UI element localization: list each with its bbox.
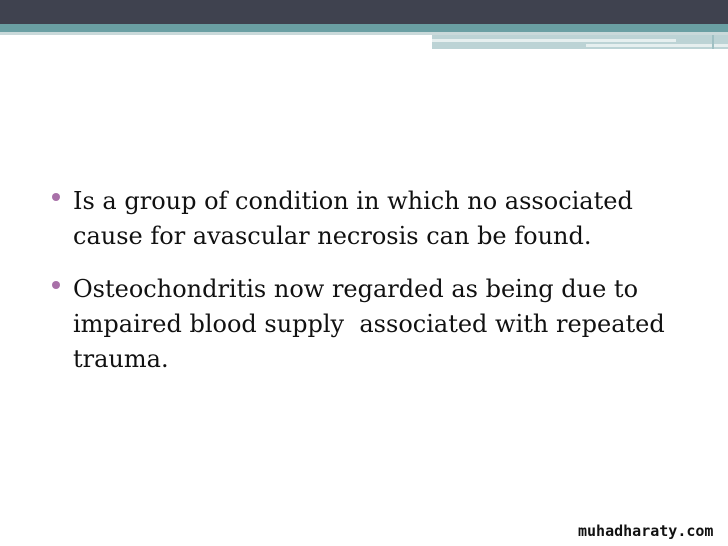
header-right-stripe-line-2 (586, 44, 728, 47)
header-bar (0, 0, 728, 24)
bullet-dot-icon (52, 193, 60, 201)
slide-content (52, 184, 692, 395)
header-accent-band (0, 24, 728, 32)
watermark: muhadharaty.com (578, 522, 714, 540)
bullet-text: Osteochondritis now regarded as being due to impaired blood supply associated with repeated trauma. (73, 275, 673, 373)
header-side-line (712, 35, 714, 49)
bullet-text: Is a group of condition in which no associated cause for avascular necrosis can be found. (73, 187, 641, 250)
header-right-stripe-line (432, 39, 676, 42)
bullet-item-1 (52, 184, 692, 254)
bullet-dot-icon (52, 281, 60, 289)
bullet-item-2 (52, 272, 692, 377)
